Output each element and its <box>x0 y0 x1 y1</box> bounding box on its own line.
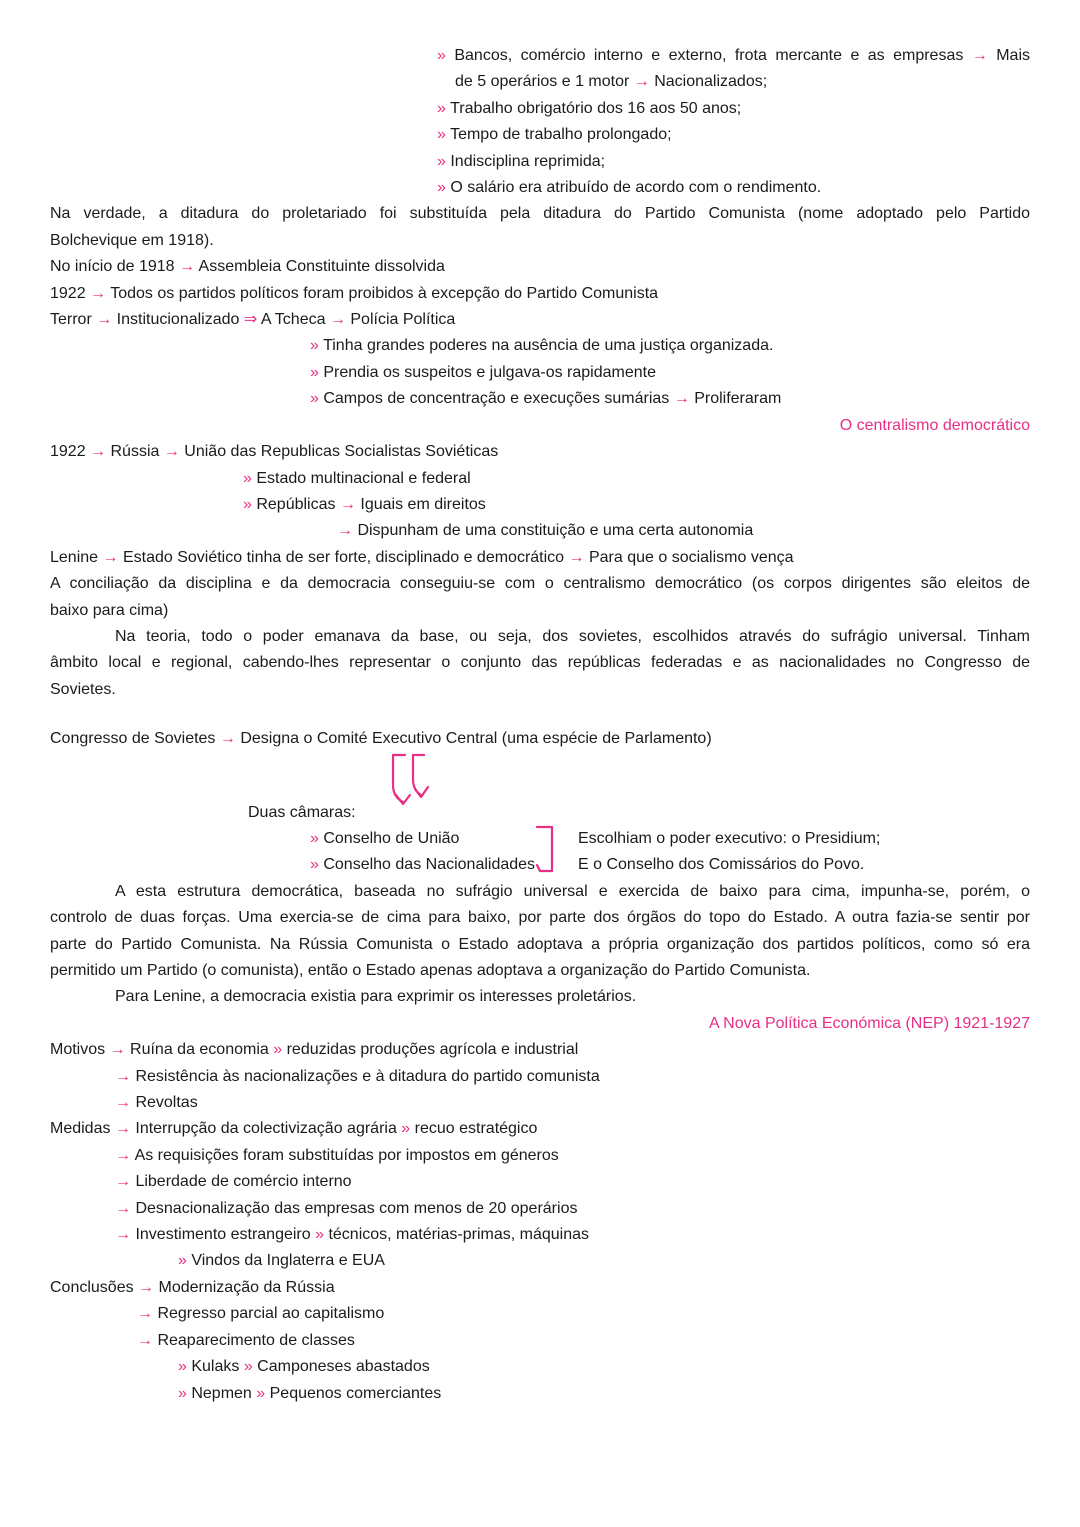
text-line <box>50 1169 1030 1195</box>
accent-marker: » <box>178 1252 192 1270</box>
text-line <box>50 201 1030 227</box>
accent-marker: » <box>273 1041 283 1059</box>
text-segment: Rússia <box>106 443 164 461</box>
text-segment: Campos de concentração e execuções sumárias <box>323 390 674 408</box>
accent-marker: » <box>243 495 257 513</box>
text-line <box>50 281 1030 307</box>
text-segment: Mais <box>987 47 1031 64</box>
text-segment: Escolhiam o poder executivo: o Presidium; <box>578 829 881 847</box>
text-line <box>50 571 1030 597</box>
accent-marker: » <box>310 829 324 847</box>
text-line <box>50 1116 1030 1142</box>
section-heading-centralismo <box>50 413 1030 439</box>
text-line <box>50 624 1030 650</box>
text-segment: A esta estrutura democrática, baseada no sufrágio universal e exercida de baixo para cima, impunha-se, porém, o <box>115 882 1030 900</box>
text-segment: controlo de duas forças. Uma exercia-se de cima para baixo, por parte dos órgãos do topo do Estado. A outra fazia-se sentir por <box>50 909 1030 927</box>
text-segment: reduzidas produções agrícola e industrial <box>282 1041 579 1059</box>
text-segment: Lenine <box>50 548 103 566</box>
text-segment: Vindos da Inglaterra e EUA <box>191 1252 385 1270</box>
accent-marker: → <box>138 1278 155 1296</box>
text-line <box>50 1381 1030 1407</box>
accent-marker: » <box>243 1358 253 1376</box>
text-segment: baixo para cima) <box>50 601 169 619</box>
text-line <box>50 1354 1030 1380</box>
accent-marker: » <box>437 152 451 170</box>
text-segment: Medidas <box>50 1120 115 1138</box>
accent-marker: → <box>673 390 690 408</box>
text-line <box>50 175 1030 201</box>
text-line <box>50 333 1030 359</box>
text-line <box>50 307 1030 333</box>
text-line <box>50 466 1030 492</box>
text-line <box>50 1090 1030 1116</box>
text-segment: Resistência às nacionalizações e à ditadura do partido comunista <box>131 1067 600 1085</box>
accent-marker: → <box>90 443 107 461</box>
text-segment: Congresso de Sovietes <box>50 730 220 748</box>
text-segment: Indisciplina reprimida; <box>450 152 606 170</box>
text-segment: Sovietes. <box>50 680 116 698</box>
accent-marker: → <box>109 1041 126 1059</box>
text-segment: Para que o socialismo vença <box>584 548 794 566</box>
text-segment: Motivos <box>50 1041 110 1059</box>
text-line <box>50 726 1030 752</box>
text-segment: Reaparecimento de classes <box>153 1331 355 1349</box>
text-segment: Tempo de trabalho prolongado; <box>450 126 672 144</box>
text-segment: União das Republicas Socialistas Soviéticas <box>179 443 499 461</box>
text-segment: Assembleia Constituinte dissolvida <box>194 258 445 276</box>
text-line <box>50 360 1030 386</box>
text-line <box>50 1275 1030 1301</box>
text-segment: A Tcheca <box>257 311 330 329</box>
text-line <box>50 1143 1030 1169</box>
text-segment: 1922 <box>50 443 91 461</box>
text-segment: Designa o Comité Executivo Central (uma espécie de Parlamento) <box>235 730 712 748</box>
accent-marker: » <box>315 1226 324 1244</box>
accent-marker: O centralismo democrático <box>839 416 1030 434</box>
accent-marker: » <box>256 1384 266 1402</box>
accent-marker: » <box>310 856 324 874</box>
accent-marker: → <box>115 1067 131 1085</box>
text-segment: Interrupção da colectivização agrária <box>130 1120 402 1138</box>
text-segment: Desnacionalização das empresas com menos de 20 operários <box>131 1199 578 1217</box>
accent-marker: » <box>437 126 451 144</box>
accent-marker: → <box>568 548 585 566</box>
text-line <box>50 879 1030 905</box>
text-line <box>50 677 1030 703</box>
accent-marker: » <box>310 337 324 355</box>
text-segment: Tinha grandes poderes na ausência de uma justiça organizada. <box>323 337 774 355</box>
accent-marker: → <box>115 1226 131 1244</box>
accent-marker: » <box>310 390 324 408</box>
accent-marker: → <box>971 47 988 64</box>
text-line <box>50 492 1030 518</box>
text-segment: âmbito local e regional, cabendo-lhes representar o conjunto das repúblicas federadas e as nacionalidades no Congresso de <box>50 654 1030 672</box>
section-heading-nep <box>50 1011 1030 1037</box>
text-segment: permitido um Partido (o comunista), então o Estado apenas adoptava a organização do Partido Comunista. <box>50 962 811 979</box>
accent-marker: → <box>102 548 119 566</box>
text-line <box>50 984 1030 1010</box>
text-segment: Modernização da Rússia <box>154 1278 335 1296</box>
text-segment: Todos os partidos políticos foram proibidos à excepção do Partido Comunista <box>106 284 659 302</box>
accent-marker: → <box>178 258 195 276</box>
accent-marker: → <box>90 284 107 302</box>
text-segment: Conselho das Nacionalidades <box>323 856 536 874</box>
text-line <box>50 1196 1030 1222</box>
text-segment: Estado multinacional e federal <box>256 469 471 487</box>
accent-marker: » <box>243 469 257 487</box>
text-segment: As requisições foram substituídas por impostos em géneros <box>131 1146 559 1164</box>
text-segment: Para Lenine, a democracia existia para exprimir os interesses proletários. <box>115 988 637 1006</box>
accent-marker: A Nova Política Económica (NEP) 1921-1927 <box>708 1014 1030 1032</box>
text-segment: Pequenos comerciantes <box>265 1384 442 1402</box>
text-segment: 1922 <box>50 284 91 302</box>
accent-marker: → <box>137 1305 153 1323</box>
accent-marker: → <box>219 730 236 748</box>
accent-marker: → <box>114 1120 131 1138</box>
text-segment: Conclusões <box>50 1278 139 1296</box>
accent-marker: → <box>163 443 180 461</box>
text-segment: E o Conselho dos Comissários do Povo. <box>578 856 865 874</box>
text-line <box>50 932 1030 958</box>
document-lines <box>0 43 1080 1407</box>
text-segment: No início de 1918 <box>50 258 179 276</box>
text-segment: Prendia os suspeitos e julgava-os rapidamente <box>323 363 656 381</box>
text-line <box>50 1248 1030 1274</box>
text-segment: Estado Soviético tinha de ser forte, disciplinado e democrático <box>118 548 569 566</box>
text-segment: Terror <box>50 311 97 329</box>
accent-marker: » <box>310 363 324 381</box>
text-segment: Revoltas <box>131 1094 198 1112</box>
text-line <box>50 905 1030 931</box>
text-segment: Repúblicas <box>256 495 340 513</box>
text-segment: Investimento estrangeiro <box>131 1226 316 1244</box>
text-segment: Regresso parcial ao capitalismo <box>153 1305 385 1323</box>
accent-marker: → <box>339 495 356 513</box>
accent-marker: → <box>115 1146 131 1164</box>
accent-marker: » <box>178 1358 192 1376</box>
text-line <box>50 43 1030 69</box>
hand-drawn-down-arrow-icon <box>388 752 444 812</box>
text-segment: Iguais em direitos <box>355 495 486 513</box>
text-line <box>50 1064 1030 1090</box>
text-line <box>50 386 1030 412</box>
text-line <box>50 518 1030 544</box>
accent-marker: → <box>329 311 346 329</box>
accent-marker: → <box>115 1173 131 1191</box>
text-segment: Institucionalizado <box>112 311 244 329</box>
text-segment: Proliferaram <box>689 390 782 408</box>
accent-marker: » <box>401 1120 411 1138</box>
text-line <box>50 228 1030 254</box>
accent-marker: → <box>137 1331 153 1349</box>
text-segment: Nacionalizados; <box>649 73 768 91</box>
text-line <box>50 1037 1030 1063</box>
text-line <box>50 122 1030 148</box>
accent-marker: → <box>115 1199 131 1217</box>
accent-marker: → <box>337 522 353 540</box>
text-segment: Polícia Política <box>345 311 456 329</box>
text-line <box>50 1301 1030 1327</box>
text-segment: Conselho de União <box>323 829 460 847</box>
text-segment: Na teoria, todo o poder emanava da base, ou seja, dos sovietes, escolhidos através do sufrágio universal. Tinham <box>115 627 1030 645</box>
text-segment: Dispunham de uma constituição e uma certa autonomia <box>353 522 754 540</box>
text-line <box>50 1328 1030 1354</box>
text-line <box>50 149 1030 175</box>
text-segment: Kulaks <box>191 1358 244 1376</box>
text-segment: de 5 operários e 1 motor <box>455 73 634 91</box>
text-line <box>50 96 1030 122</box>
hand-drawn-bracket-icon <box>534 822 560 876</box>
text-segment: Liberdade de comércio interno <box>131 1173 352 1191</box>
text-segment: Bolchevique em 1918). <box>50 231 214 249</box>
text-segment: recuo estratégico <box>410 1120 538 1138</box>
text-line <box>50 598 1030 624</box>
text-line <box>50 254 1030 280</box>
text-segment: Bancos, comércio interno e externo, frota mercante e as empresas <box>454 47 972 64</box>
text-segment: Camponeses abastados <box>252 1358 430 1376</box>
text-line <box>50 69 1030 95</box>
text-segment: Ruína da economia <box>125 1041 274 1059</box>
text-segment: Trabalho obrigatório dos 16 aos 50 anos; <box>450 99 742 117</box>
accent-marker: ⇒ <box>243 311 258 329</box>
text-segment: parte do Partido Comunista. Na Rússia Comunista o Estado adoptava a própria organização dos partidos políticos, como só era <box>50 935 1030 953</box>
text-line <box>50 439 1030 465</box>
accent-marker: → <box>633 73 650 91</box>
text-segment: Duas câmaras: <box>248 803 356 821</box>
text-line <box>50 958 1030 984</box>
text-segment: O salário era atribuído de acordo com o rendimento. <box>450 179 822 197</box>
text-segment: técnicos, matérias-primas, máquinas <box>324 1226 589 1244</box>
accent-marker: » <box>178 1384 192 1402</box>
accent-marker: → <box>96 311 113 329</box>
text-line <box>50 650 1030 676</box>
accent-marker: → <box>115 1094 131 1112</box>
text-segment: A conciliação da disciplina e da democracia conseguiu-se com o centralismo democrático (os corpos dirigentes são eleitos de <box>50 575 1030 593</box>
text-segment: Na verdade, a ditadura do proletariado foi substituída pela ditadura do Partido Comunista (nome adoptado pelo Partido <box>50 205 1030 223</box>
accent-marker: » <box>437 179 451 197</box>
text-segment: Nepmen <box>191 1384 257 1402</box>
text-line <box>50 545 1030 571</box>
accent-marker: » <box>437 99 451 117</box>
accent-marker: » <box>437 47 455 64</box>
text-line <box>50 1222 1030 1248</box>
